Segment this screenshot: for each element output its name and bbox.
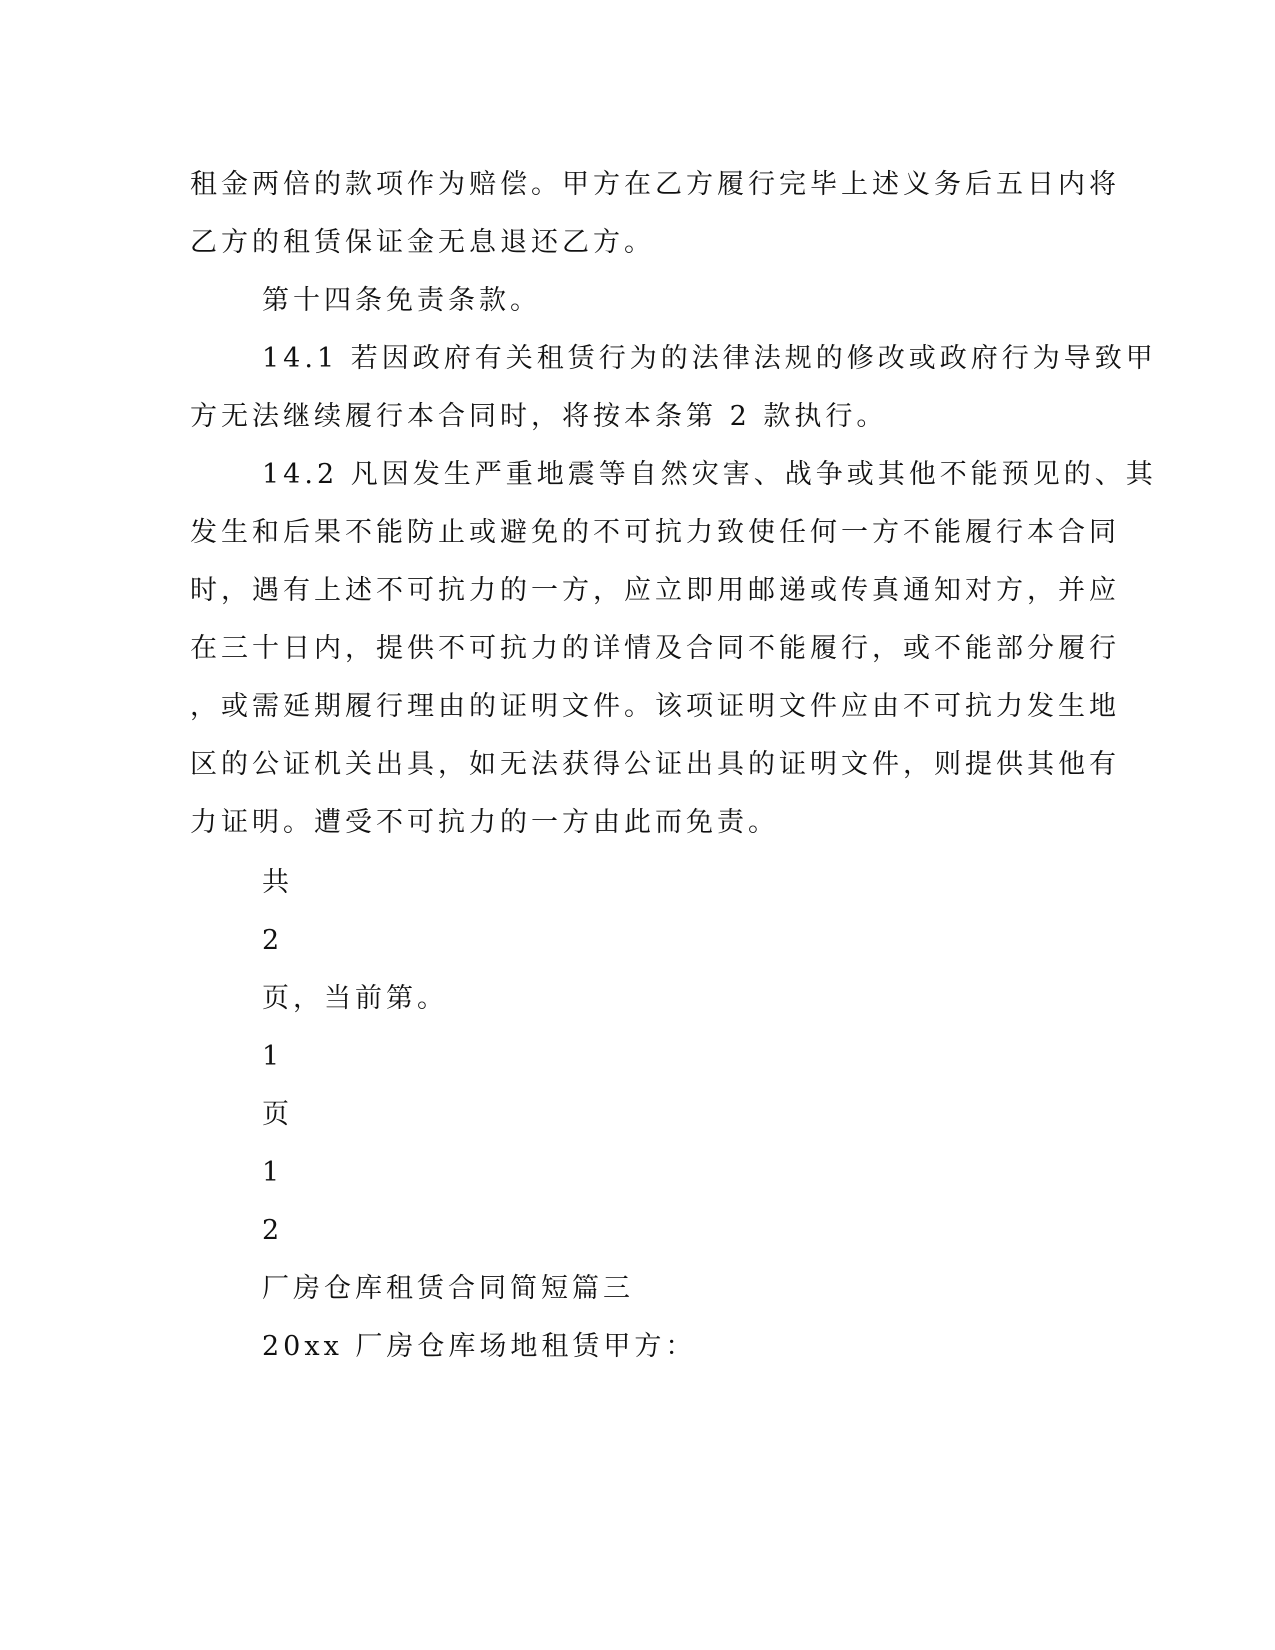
paragraph-line: 时，遇有上述不可抗力的一方，应立即用邮递或传真通知对方，并应 [190, 575, 1120, 606]
page-unit-label: 页 [262, 1099, 293, 1130]
page-count-label: 共 [262, 867, 293, 898]
paragraph-line: ，或需延期履行理由的证明文件。该项证明文件应由不可抗力发生地 [190, 691, 1120, 722]
paragraph-line: 力证明。遭受不可抗力的一方由此而免责。 [190, 807, 779, 838]
page-count-value: 2 [262, 925, 284, 956]
paragraph-line: 区的公证机关出具，如无法获得公证出具的证明文件，则提供其他有 [190, 749, 1120, 780]
section-heading: 第十四条免责条款。 [262, 285, 541, 316]
paragraph-line: 在三十日内，提供不可抗力的详情及合同不能履行，或不能部分履行 [190, 633, 1120, 664]
pagination-link-2: 2 [262, 1215, 284, 1246]
section-title: 厂房仓库租赁合同简短篇三 [262, 1273, 634, 1304]
paragraph-line: 发生和后果不能防止或避免的不可抗力致使任何一方不能履行本合同 [190, 517, 1120, 548]
paragraph-line: 14.2 凡因发生严重地震等自然灾害、战争或其他不能预见的、其 [262, 459, 1157, 490]
current-page-value: 1 [262, 1041, 284, 1072]
paragraph-line: 方无法继续履行本合同时，将按本条第 2 款执行。 [190, 401, 888, 432]
paragraph-line: 14.1 若因政府有关租赁行为的法律法规的修改或政府行为导致甲 [262, 343, 1157, 374]
paragraph-line: 乙方的租赁保证金无息退还乙方。 [190, 227, 655, 258]
paragraph-line: 20xx 厂房仓库场地租赁甲方： [262, 1331, 697, 1362]
paragraph-line: 租金两倍的款项作为赔偿。甲方在乙方履行完毕上述义务后五日内将 [190, 169, 1120, 200]
current-page-label: 页，当前第。 [262, 983, 448, 1014]
pagination-link-1: 1 [262, 1157, 284, 1188]
